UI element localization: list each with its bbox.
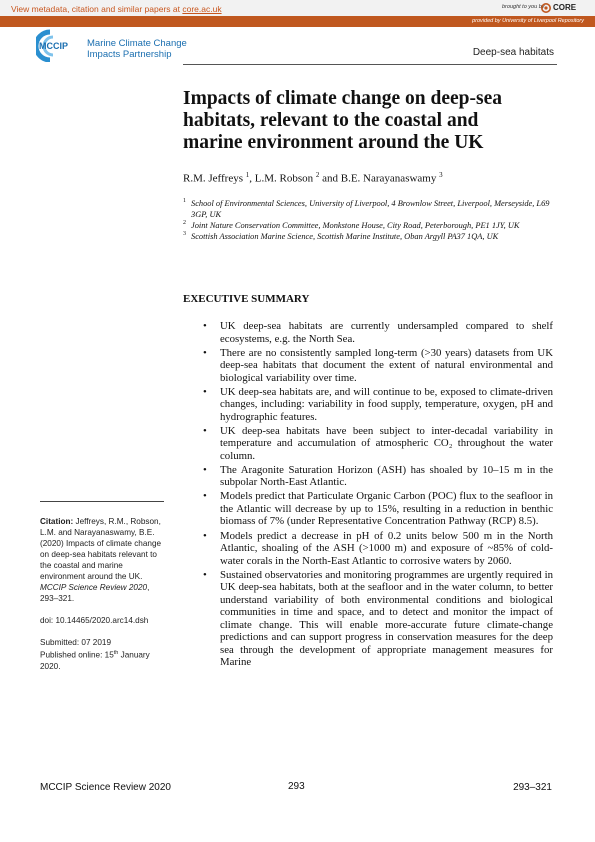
core-logo-text: CORE (553, 3, 577, 12)
footer-page-number: 293 (288, 781, 305, 792)
citation-journal: MCCIP Science Review 2020 (40, 583, 148, 592)
affiliation-number: 1 (183, 198, 186, 204)
mccip-abbrev: MCCIP (39, 41, 68, 51)
mccip-logo-text (87, 38, 187, 60)
citation-label: Citation: (40, 517, 74, 526)
citation-body: Jeffreys, R.M., Robson, L.M. and Narayanaswamy, B.E. (2020) Impacts of climate change on deep-sea habitats relevant to the coastal and marine environment around the UK. (40, 517, 162, 581)
author-name: B.E. Narayanaswamy (340, 172, 437, 185)
author-separator: and (319, 172, 341, 185)
core-link-site[interactable]: core.ac.uk (182, 4, 222, 14)
bullet-marker: • (203, 529, 207, 542)
affiliation-item (183, 220, 555, 231)
logo-line-2: Impacts Partnership (87, 49, 172, 60)
bullet-marker: • (203, 490, 207, 503)
citation-rule (40, 501, 164, 502)
bullet-text: UK deep-sea habitats are, and will continue to be, exposed to climate-driven changes, including: variability in food supply, temperature, oxygen, pH and hydrographic features. (220, 385, 553, 423)
author-list (183, 171, 443, 185)
affiliation-number: 3 (183, 231, 186, 237)
citation-doi[interactable]: doi: 10.14465/2020.arc14.dsh (40, 616, 149, 625)
affiliation-text: School of Environmental Sciences, University of Liverpool, 4 Brownlow Street, Liverpool, Merseyside, L69 3GP, UK (191, 199, 550, 219)
bullet-marker: • (203, 346, 207, 359)
author-affil-sup: 1 (245, 171, 250, 179)
summary-bullet-list (203, 320, 553, 670)
citation-pages: , 293–321. (40, 583, 150, 603)
citation-submitted: Submitted: 07 2019 (40, 638, 112, 647)
bullet-text: Sustained observatories and monitoring programmes are urgently required in UK deep-sea habitats, both at the seafloor and in the water column, to better understand variability of both environmental conditions and biological communities in time and space, and to detect and monitor the impact of climate change. This will enable more-accurate future climate-change predictions and can support progress in conservation measures for the deep sea through the development of appropriate management measures for Marine (220, 568, 553, 669)
bullet-marker: • (203, 424, 207, 437)
footer-journal: MCCIP Science Review 2020 (40, 782, 171, 793)
bullet-text: There are no consistently sampled long-term (>30 years) datasets from UK deep-sea habitats that document the extent of natural environmental and biological variability over time. (220, 346, 553, 384)
core-metadata-link[interactable] (11, 4, 222, 14)
core-provided-strip (0, 16, 595, 27)
citation-box (40, 516, 166, 672)
citation-text (40, 516, 166, 604)
logo-line-1: Marine Climate Change (87, 38, 187, 49)
summary-bullet (203, 425, 553, 463)
author-affil-sup: 3 (439, 171, 443, 179)
paper-title: Impacts of climate change on deep-sea habitats, relevant to the coastal and marine environment around the UK (183, 88, 502, 153)
core-link-prefix: View metadata, citation and similar papers at (11, 4, 183, 14)
published-prefix: Published online: 15 (40, 650, 114, 660)
affiliation-number: 2 (183, 220, 186, 226)
bullet-text: UK deep-sea habitats have been subject to inter-decadal variability in temperature and accumulation of atmospheric CO₂ throughout the water column. (220, 424, 553, 462)
summary-bullet (203, 320, 553, 345)
summary-bullet (203, 530, 553, 568)
core-logo-icon (541, 3, 551, 13)
running-head: Deep-sea habitats (472, 47, 554, 58)
summary-bullet (203, 464, 553, 489)
footer-page-range: 293–321 (513, 782, 552, 793)
affiliation-text: Joint Nature Conservation Committee, Monkstone House, City Road, Peterborough, PE1 1JY, UK (191, 221, 520, 230)
core-provided-by[interactable]: provided by University of Liverpool Repository (472, 17, 584, 24)
published-suffix: January 2020. (40, 650, 150, 671)
published-sup: th (113, 650, 119, 656)
mccip-logo (36, 28, 196, 62)
core-banner (0, 0, 595, 27)
mccip-logo-mark (36, 28, 86, 62)
bullet-marker: • (203, 320, 207, 332)
core-brought-by: brought to you by (502, 4, 545, 10)
header-rule (183, 64, 557, 65)
author-affil-sup: 2 (315, 171, 320, 179)
summary-bullet (203, 490, 553, 528)
summary-bullet (203, 386, 553, 424)
bullet-text: Models predict a decrease in pH of 0.2 units below 500 m in the North Atlantic, shoaling of the ASH (>1000 m) and exposure of ~85% of cold-water corals in the North-East Atlantic to corrosive waters by 2060. (220, 529, 553, 567)
citation-published (40, 648, 166, 672)
bullet-marker: • (203, 568, 207, 581)
bullet-marker: • (203, 463, 207, 476)
summary-bullet (203, 347, 553, 385)
affiliation-list (183, 198, 555, 242)
executive-summary-heading: EXECUTIVE SUMMARY (183, 293, 310, 305)
affiliation-item (183, 231, 555, 242)
affiliation-item (183, 198, 555, 220)
author-name: L.M. Robson (254, 172, 314, 185)
author-separator: , (249, 172, 255, 185)
affiliation-text: Scottish Association Marine Science, Scottish Marine Institute, Oban Argyll PA37 1QA, UK (191, 232, 499, 241)
bullet-text: Models predict that Particulate Organic Carbon (POC) flux to the seafloor in the Atlantic will decrease by up to 15%, resulting in a reduction in benthic biomass of 7% (under Representative Concentration Pathway (RCP) 8.5). (220, 490, 553, 528)
bullet-text: The Aragonite Saturation Horizon (ASH) has shoaled by 10–15 m in the subpolar North-East Atlantic. (220, 463, 553, 489)
summary-bullet (203, 569, 553, 669)
bullet-text: UK deep-sea habitats are currently undersampled compared to shelf ecosystems, e.g. the North Sea. (220, 320, 553, 345)
author-name: R.M. Jeffreys (183, 172, 243, 185)
bullet-marker: • (203, 385, 207, 398)
